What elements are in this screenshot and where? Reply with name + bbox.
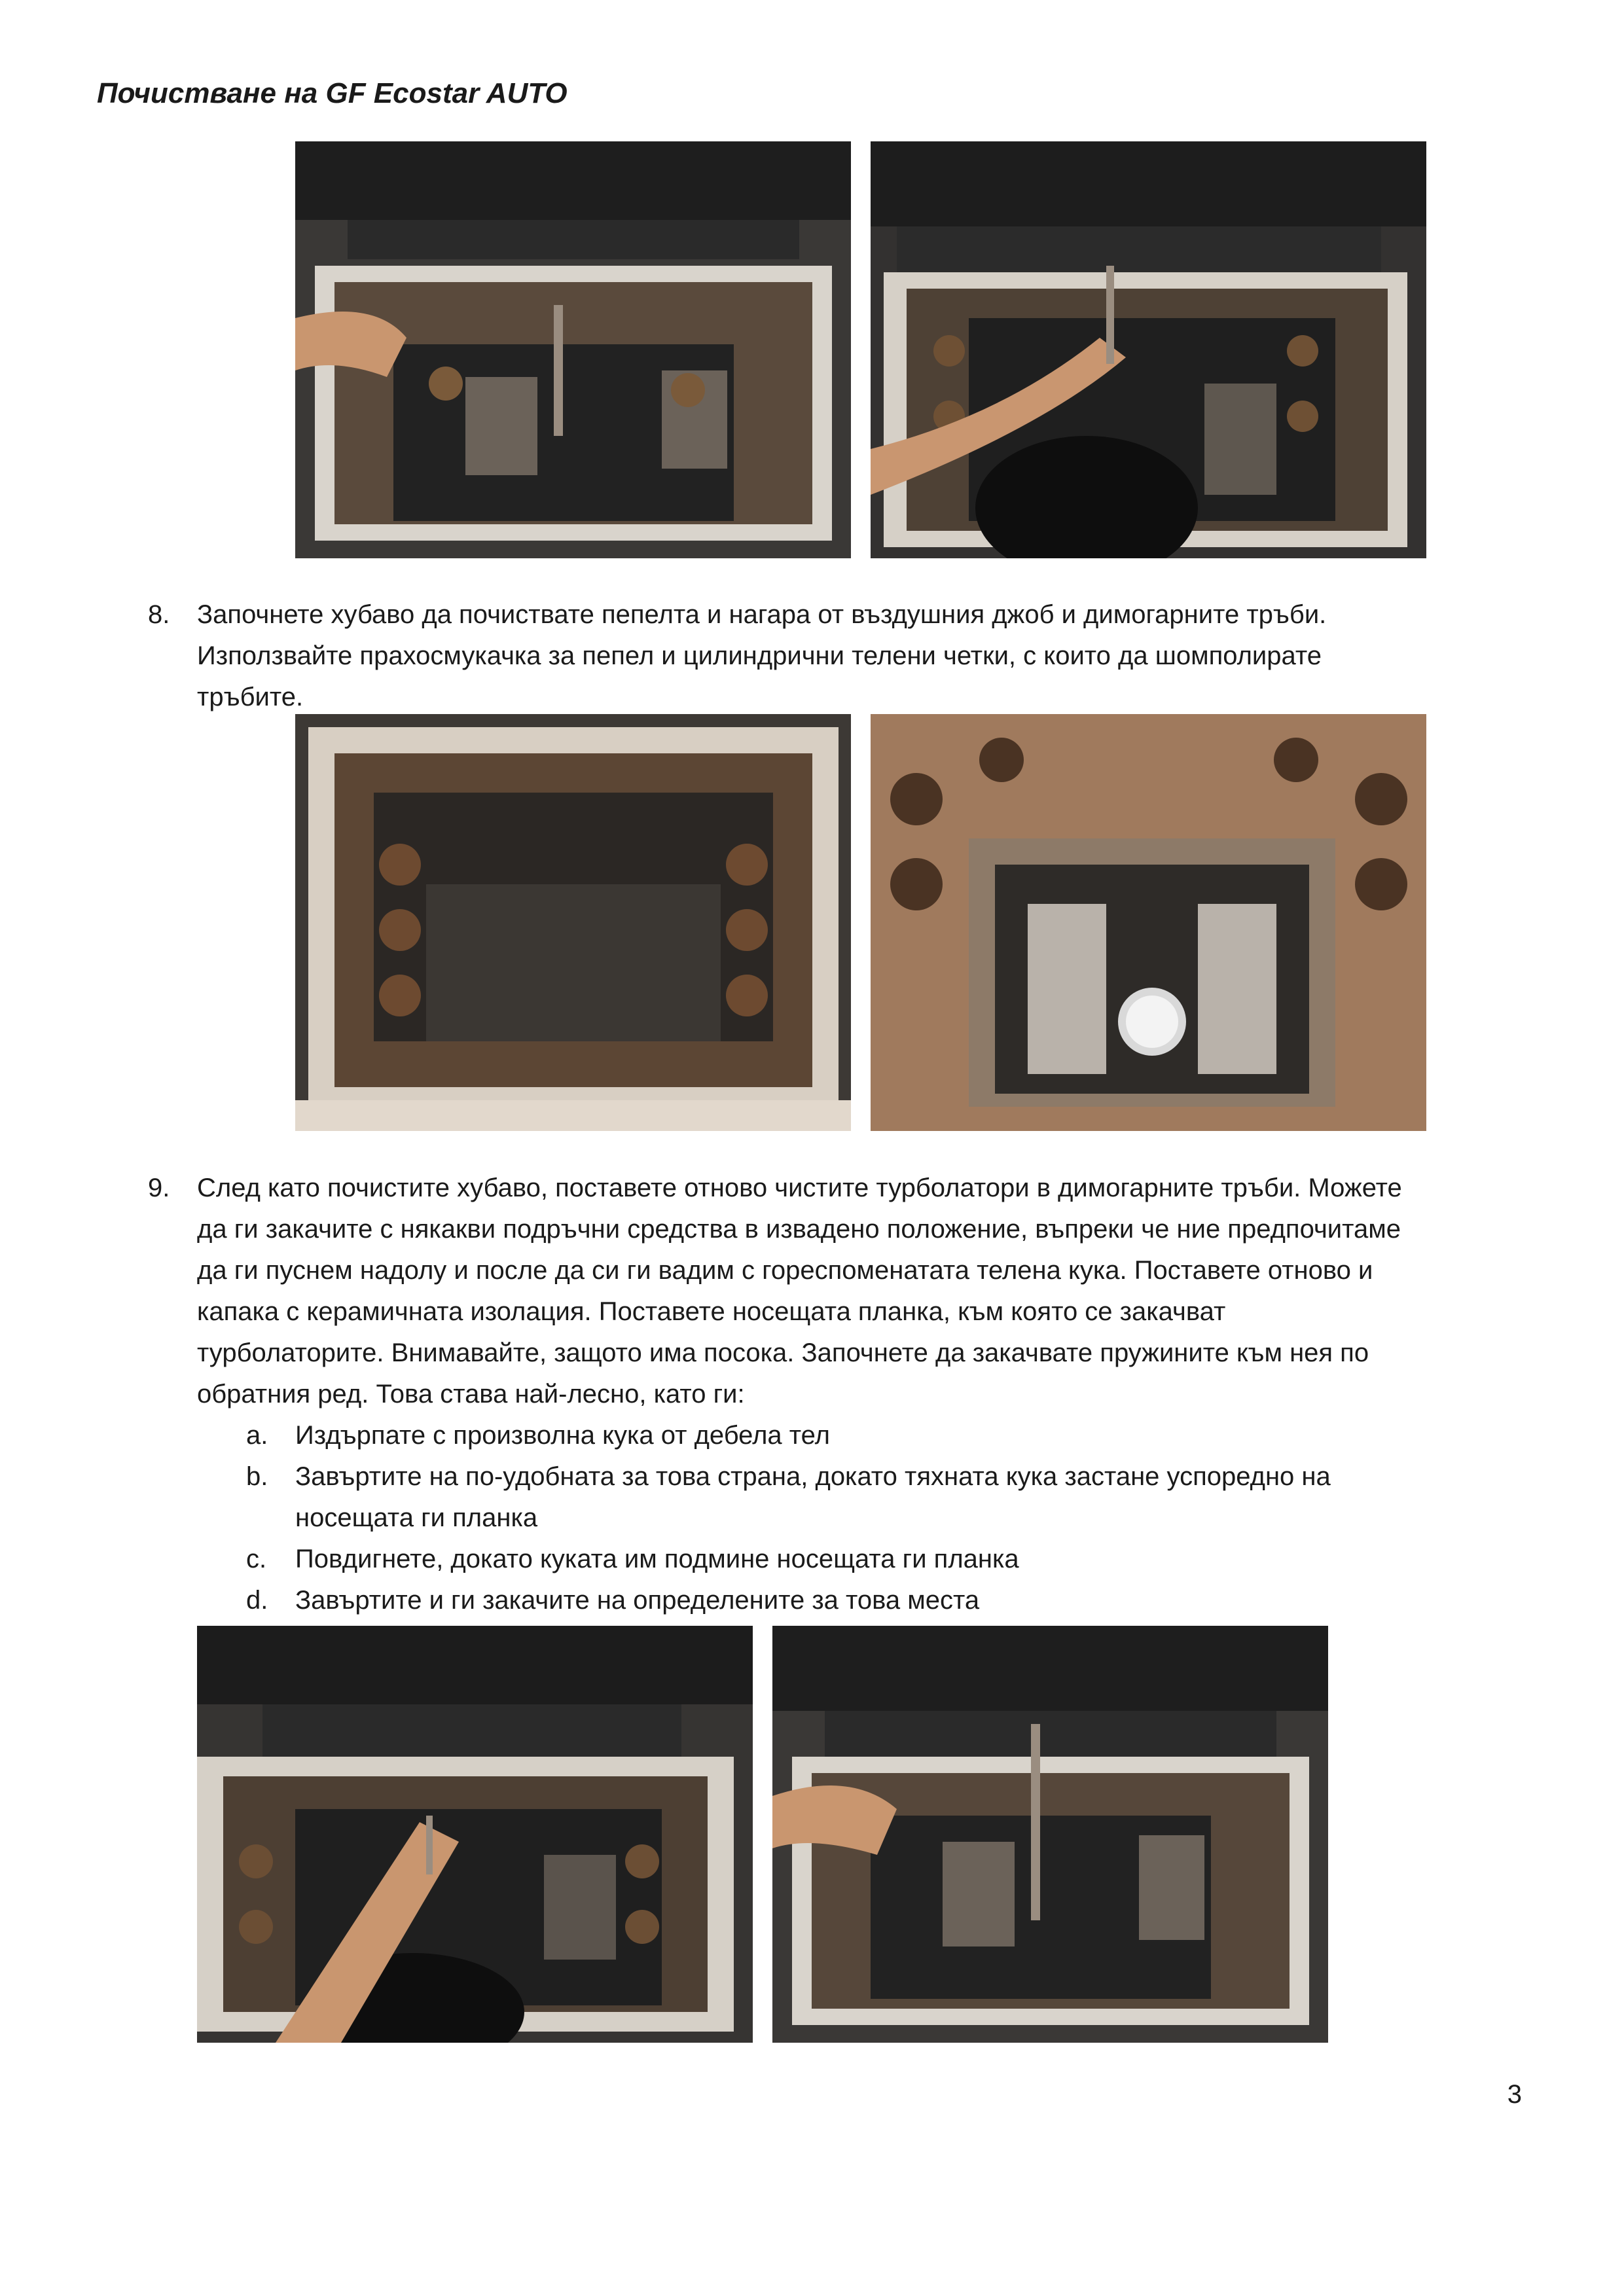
page-number: 3 (1507, 2080, 1522, 2109)
step-text: Започнете хубаво да почиствате пепелта и нагара от въздушния джоб и димогарните тръби. Използвайте прахосмукачка за пепел и цилиндрични телени четки, с които да шомполирате тръбите. (197, 600, 1327, 711)
step-text: След като почистите хубаво, поставете отново чистите турболатори в димогарните тръби. Можете да ги закачите с някакви подръчни средства в извадено положение, въпреки че ние предпочитаме да ги пуснем надолу и после да си ги вадим с гореспоменатата телена кука. Поставете отново и капака с керамичната изолация. Поставете носещата планка, към която се закачват турболаторите. Внимавайте, защото има посока. Започнете да закачвате пружините към нея по обратния ред. Това става най-лесно, като ги: (197, 1174, 1402, 1408)
photo-turbolators-insert (197, 1626, 753, 2043)
page-title: Почистване на GF Ecostar AUTO (97, 77, 568, 109)
photo-air-pocket-closeup (871, 714, 1426, 1131)
photo-turbolators-hooked (772, 1626, 1328, 2043)
photo-stove-top-hand-rod (871, 141, 1426, 558)
photo-stove-top-hand-left (295, 141, 851, 558)
step-number: 9. (148, 1174, 170, 1202)
photo-clean-flue-tubes (295, 714, 851, 1131)
step-number: 8. (148, 600, 170, 629)
